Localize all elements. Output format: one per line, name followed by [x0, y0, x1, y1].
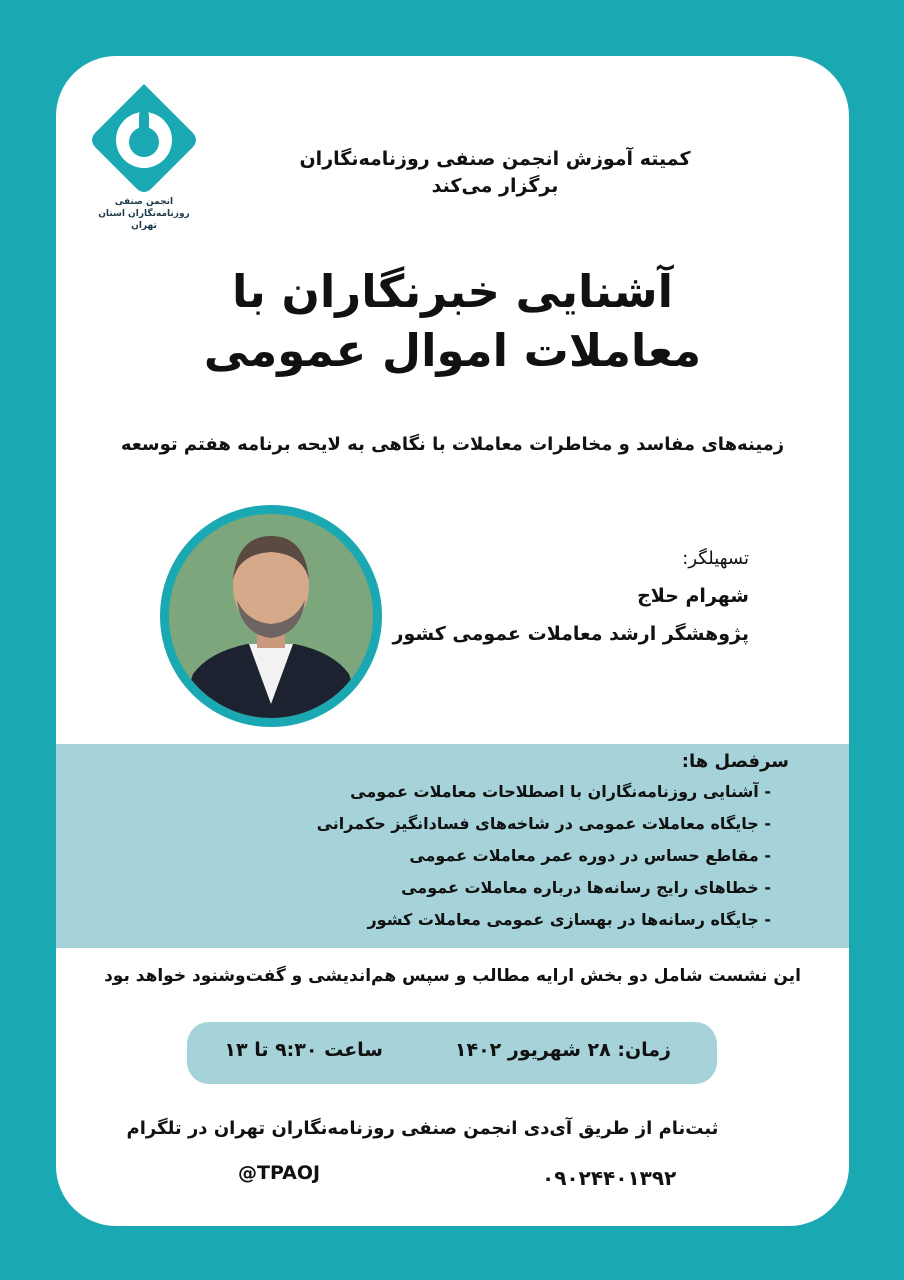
facilitator-photo — [160, 505, 382, 727]
title-line-2: معاملات اموال عمومی — [203, 324, 702, 377]
poster-card — [56, 56, 849, 1226]
title-line-1: آشنایی خبرنگاران با — [232, 265, 673, 318]
telegram-handle[interactable]: @TPAOJ — [238, 1162, 321, 1184]
topic-item: - آشنایی روزنامه‌نگاران با اصطلاحات معاملات عمومی — [350, 782, 771, 801]
organizer-line-1: کمیته آموزش انجمن صنفی روزنامه‌نگاران — [299, 148, 691, 170]
session-note: این نشست شامل دو بخش ارایه مطالب و سپس هم‌اندیشی و گفت‌وشنود خواهد بود — [104, 966, 801, 986]
facilitator-name: شهرام حلاج — [637, 585, 749, 607]
schedule-date: زمان: ۲۸ شهریور ۱۴۰۲ — [454, 1039, 671, 1061]
organizer-line-2: برگزار می‌کند — [431, 175, 559, 197]
schedule-hours: ساعت ۹:۳۰ تا ۱۳ — [224, 1039, 383, 1061]
topics-list — [56, 776, 789, 936]
organizer-text — [285, 146, 705, 200]
logo-line-1: انجمن صنفی — [114, 197, 174, 207]
event-subtitle: زمینه‌های مفاسد و مخاطرات معاملات با نگاهی به لایحه برنامه هفتم توسعه — [120, 434, 785, 455]
topic-item: - جایگاه معاملات عمومی در شاخه‌های فسادانگیز حکمرانی — [316, 814, 771, 833]
topic-item: - خطاهای رایج رسانه‌ها درباره معاملات عمومی — [401, 878, 771, 897]
event-title — [56, 262, 849, 380]
topic-item: - مقاطع حساس در دوره عمر معاملات عمومی — [409, 846, 771, 865]
registration-text: ثبت‌نام از طریق آی‌دی انجمن صنفی روزنامه‌نگاران تهران در تلگرام — [126, 1118, 719, 1139]
facilitator-label: تسهیلگر: — [682, 548, 749, 569]
facilitator-role: پژوهشگر ارشد معاملات عمومی کشور — [392, 623, 749, 645]
logo-line-2: روزنامه‌نگاران استان تهران — [98, 209, 190, 231]
portrait-icon — [169, 514, 373, 718]
association-logo — [86, 80, 202, 232]
logo-icon — [86, 80, 202, 196]
facilitator-info — [389, 548, 749, 645]
topics-title: سرفصل ها: — [681, 751, 789, 772]
topic-item: - جایگاه رسانه‌ها در بهسازی عمومی معاملات کشور — [367, 910, 771, 929]
phone-number[interactable]: ۰۹۰۲۴۴۰۱۳۹۲ — [542, 1166, 677, 1190]
topics-section — [56, 744, 849, 948]
schedule-box — [187, 1022, 717, 1084]
